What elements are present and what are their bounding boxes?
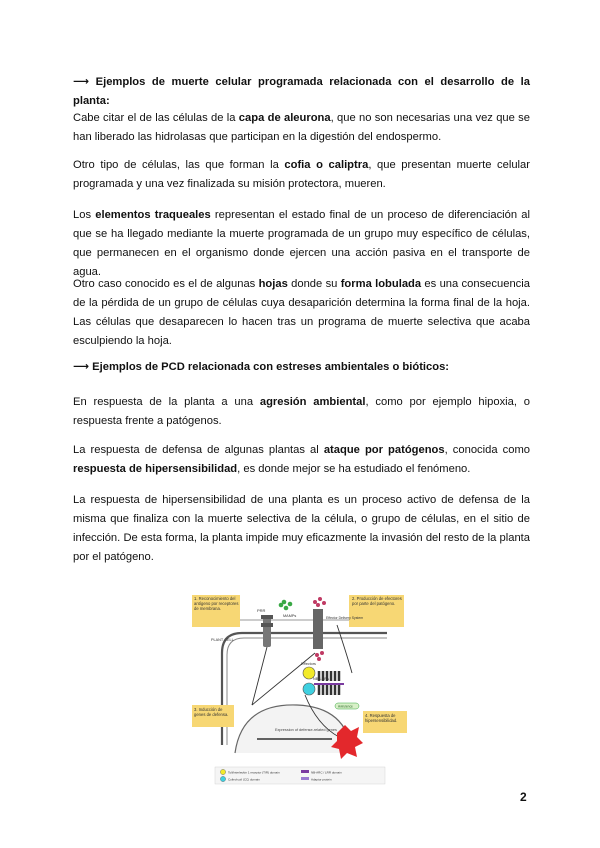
avr-label: Avirulence [338, 704, 353, 709]
hypersensitivity-diagram [187, 585, 412, 785]
effectors-label: Effectors [301, 662, 316, 666]
paragraph-cofia: Otro tipo de células, las que forman la cofia o caliptra, que presentan muerte celular programada y una vez finalizada su misión protectora, mueren. [73, 159, 530, 190]
paragraph-patogenos: La respuesta de defensa de algunas plantas al ataque por patógenos, conocida como respuesta de hipersensibilidad, es donde mejor se ha estudiado el fenómeno. [73, 444, 530, 475]
box-defense-genes-text: 3. Inducción de genes de defensa. [194, 707, 229, 717]
legend-nb: NB-ARC / LRR domain [311, 770, 342, 775]
effector-delivery-system [313, 609, 323, 649]
box-recognition-text: 1. Reconocimiento del antígeno por receptores de membrana. [194, 596, 239, 611]
paragraph-traqueales: Los elementos traqueales representan el estado final de un proceso de diferenciación al que se ha llegado mediante la muerte programada de un grupo muy específico de células, que permanecen en el organismo donde ejercen una acción pasiva en el transporte de agua. [73, 209, 530, 278]
paragraph-aleurona: Cabe citar el de las células de la capa de aleurona, que no son necesarias una vez que se han liberado las hidrolasas que participan en la digestión del endospermo. [73, 112, 531, 143]
arrow-icon: ⟶ [73, 76, 90, 88]
cc-domain [303, 683, 315, 695]
paragraph-hojas: Otro caso conocido es el de algunas hojas donde su forma lobulada es una consecuencia de la pérdida de un grupo de células cuya desaparición determina la forma final de la hoja. Las células que desaparecen lo hacen tras un programa de muerte selectiva que acaba esculpiendo la hoja. [73, 278, 530, 347]
section-heading-stress: ⟶ Ejemplos de PCD relacionada con estreses ambientales o bióticos: [73, 361, 450, 373]
box-effectors-text: 2. Producción de efectores por parte del patógeno. [352, 596, 402, 606]
page-number: 2 [520, 790, 527, 804]
expression-label: Expression of defense-related genes [275, 728, 337, 732]
nblrrs-label: NB-LRRs [313, 677, 330, 681]
paragraph-agresion: En respuesta de la planta a una agresión ambiental, como por ejemplo hipoxia, o respuesta frente a patógenos. [73, 396, 531, 427]
arrow-icon: ⟶ [73, 361, 90, 373]
section-heading-development: ⟶ Ejemplos de muerte celular programada relacionada con el desarrollo de la planta: [73, 76, 530, 107]
mamps-label: MAMPs [283, 614, 297, 618]
tir-domain [303, 667, 315, 679]
box-hypersensitivity-text: 4. Respuesta de hipersensibilidad. [365, 713, 398, 723]
legend-adaptor: Adaptor protein [311, 777, 332, 782]
plant-cell-label: PLANT CELL [211, 638, 234, 642]
prr-label: PRR [257, 608, 266, 613]
legend-cc: Coiled-coil (CC) domain [228, 777, 260, 782]
effector-delivery-label: Effector Delivery System [326, 616, 364, 620]
paragraph-hipersensibilidad: La respuesta de hipersensibilidad de una planta es un proceso activo de defensa de la misma que finaliza con la muerte selectiva de la célula, o grupo de células, en el sitio de infección. De esta forma, la planta impide muy eficazmente la invasión del resto de la planta por el patógeno. [73, 494, 530, 563]
legend-tir: Toll/interleukin 1 receptor (TIR) domain [228, 770, 280, 775]
prr-receptor [263, 615, 271, 647]
